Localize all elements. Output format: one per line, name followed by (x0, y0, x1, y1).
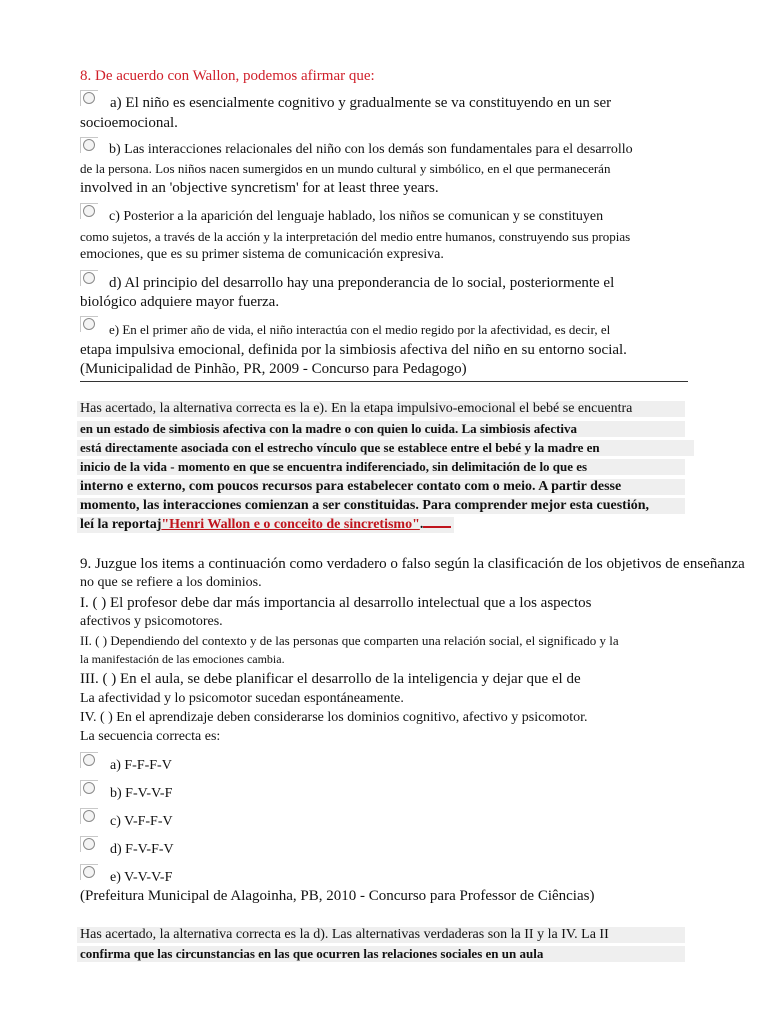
section-divider (80, 381, 688, 382)
radio-q8-a[interactable] (80, 90, 98, 106)
radio-q8-b[interactable] (80, 137, 98, 153)
q8-feedback-line3: está directamente asociada con el estrecho vínculo que se establece entre el bebé y la madre en (77, 440, 694, 456)
radio-q9-e[interactable] (80, 864, 98, 880)
q8-option-d-line2: biológico adquiere mayor fuerza. (80, 294, 280, 310)
q8-feedback-line2: en un estado de simbiosis afectiva con la madre o con quien lo cuida. La simbiosis afectiva (77, 421, 685, 437)
q8-feedback-line7 (77, 517, 454, 533)
q9-feedback-line1: Has acertado, la alternativa correcta es la d). Las alternativas verdaderas son la II y la IV. La II (77, 927, 685, 943)
radio-q8-d[interactable] (80, 270, 98, 286)
radio-q9-b[interactable] (80, 780, 98, 796)
radio-q9-a[interactable] (80, 752, 98, 768)
q8-option-e-line2: etapa impulsiva emocional, definida por la simbiosis afectiva del niño en su entorno social. (80, 342, 627, 358)
question-8-title: 8. De acuerdo con Wallon, podemos afirmar que: (80, 68, 375, 84)
link-underline (423, 526, 451, 528)
q9-item-i-line1: I. ( ) El profesor debe dar más importancia al desarrollo intelectual que a los aspectos (80, 595, 592, 611)
radio-q8-c[interactable] (80, 203, 98, 219)
q9-item-iv: IV. ( ) En el aprendizaje deben considerarse los dominios cognitivo, afectivo y psicomotor. (80, 710, 588, 725)
q8-option-e-line1: e) En el primer año de vida, el niño interactúa con el medio regido por la afectividad, es decir, el (109, 322, 611, 337)
q8-option-b-line2: de la persona. Los niños nacen sumergidos en un mundo cultural y simbólico, en el que permanecerán (80, 161, 611, 176)
q8-option-c-line2: como sujetos, a través de la acción y la interpretación del medio entre humanos, construyendo sus propias (80, 229, 631, 244)
q9-item-ii-line2: la manifestación de las emociones cambia. (80, 652, 285, 666)
q9-feedback-line2: confirma que las circunstancias en las que ocurren las relaciones sociales en un aula (77, 946, 685, 962)
q8-option-c-line3: emociones, que es su primer sistema de comunicación expresiva. (80, 247, 444, 262)
q8-option-c-line1: c) Posterior a la aparición del lenguaje hablado, los niños se comunican y se constituyen (109, 209, 604, 224)
question-9-title-line1: 9. Juzgue los items a continuación como verdadero o falso según la clasificación de los objetivos de enseñanza (80, 556, 745, 572)
q8-feedback-line5: interno e externo, com poucos recursos para estabelecer contato com o meio. A partir desse (77, 479, 685, 495)
q8-option-a-line2: socioemocional. (80, 115, 178, 131)
q9-source: (Prefeitura Municipal de Alagoinha, PB, 2010 - Concurso para Professor de Ciências) (80, 888, 595, 904)
reportaje-link[interactable]: "Henri Wallon e o conceito de sincretismo" (161, 517, 420, 532)
radio-q9-c[interactable] (80, 808, 98, 824)
q8-option-a-line1: a) El niño es esencialmente cognitivo y gradualmente se va constituyendo en un ser (110, 95, 612, 111)
q9-sequence-label: La secuencia correcta es: (80, 729, 221, 744)
q8-feedback-line7-end: . (419, 517, 424, 532)
q9-item-i-line2: afectivos y psicomotores. (80, 614, 223, 629)
radio-q9-d[interactable] (80, 836, 98, 852)
question-9-title-line2: no que se refiere a los dominios. (80, 575, 262, 590)
radio-q8-e[interactable] (80, 316, 98, 332)
q8-feedback-line7-text: leí la reportaj (80, 517, 162, 532)
q8-option-b-line3: involved in an 'objective syncretism' for at least three years. (80, 180, 439, 196)
q8-feedback-line1: Has acertado, la alternativa correcta es la e). En la etapa impulsivo-emocional el bebé se encuentra (77, 401, 685, 417)
q9-item-iii-line2: La afectividad y lo psicomotor sucedan espontáneamente. (80, 691, 404, 706)
q8-source: (Municipalidad de Pinhão, PR, 2009 - Concurso para Pedagogo) (80, 361, 467, 377)
q9-option-c: c) V-F-F-V (110, 814, 173, 829)
q9-option-a: a) F-F-F-V (110, 758, 172, 773)
q9-option-b: b) F-V-V-F (110, 786, 173, 801)
q9-option-e: e) V-V-V-F (110, 870, 173, 885)
q9-item-iii-line1: III. ( ) En el aula, se debe planificar el desarrollo de la inteligencia y dejar que el de (80, 671, 581, 687)
q9-item-ii-line1: II. ( ) Dependiendo del contexto y de las personas que comparten una relación social, el significado y la (80, 633, 619, 648)
q9-option-d: d) F-V-F-V (110, 842, 174, 857)
q8-option-b-line1: b) Las interacciones relacionales del niño con los demás son fundamentales para el desarrollo (109, 142, 633, 157)
q8-feedback-line6: momento, las interacciones comienzan a ser constituidas. Para comprender mejor esta cuestión, (77, 498, 685, 514)
q8-feedback-line4: inicio de la vida - momento en que se encuentra indiferenciado, sin delimitación de lo que es (77, 459, 685, 475)
q8-option-d-line1: d) Al principio del desarrollo hay una preponderancia de lo social, posteriormente el (109, 275, 615, 291)
